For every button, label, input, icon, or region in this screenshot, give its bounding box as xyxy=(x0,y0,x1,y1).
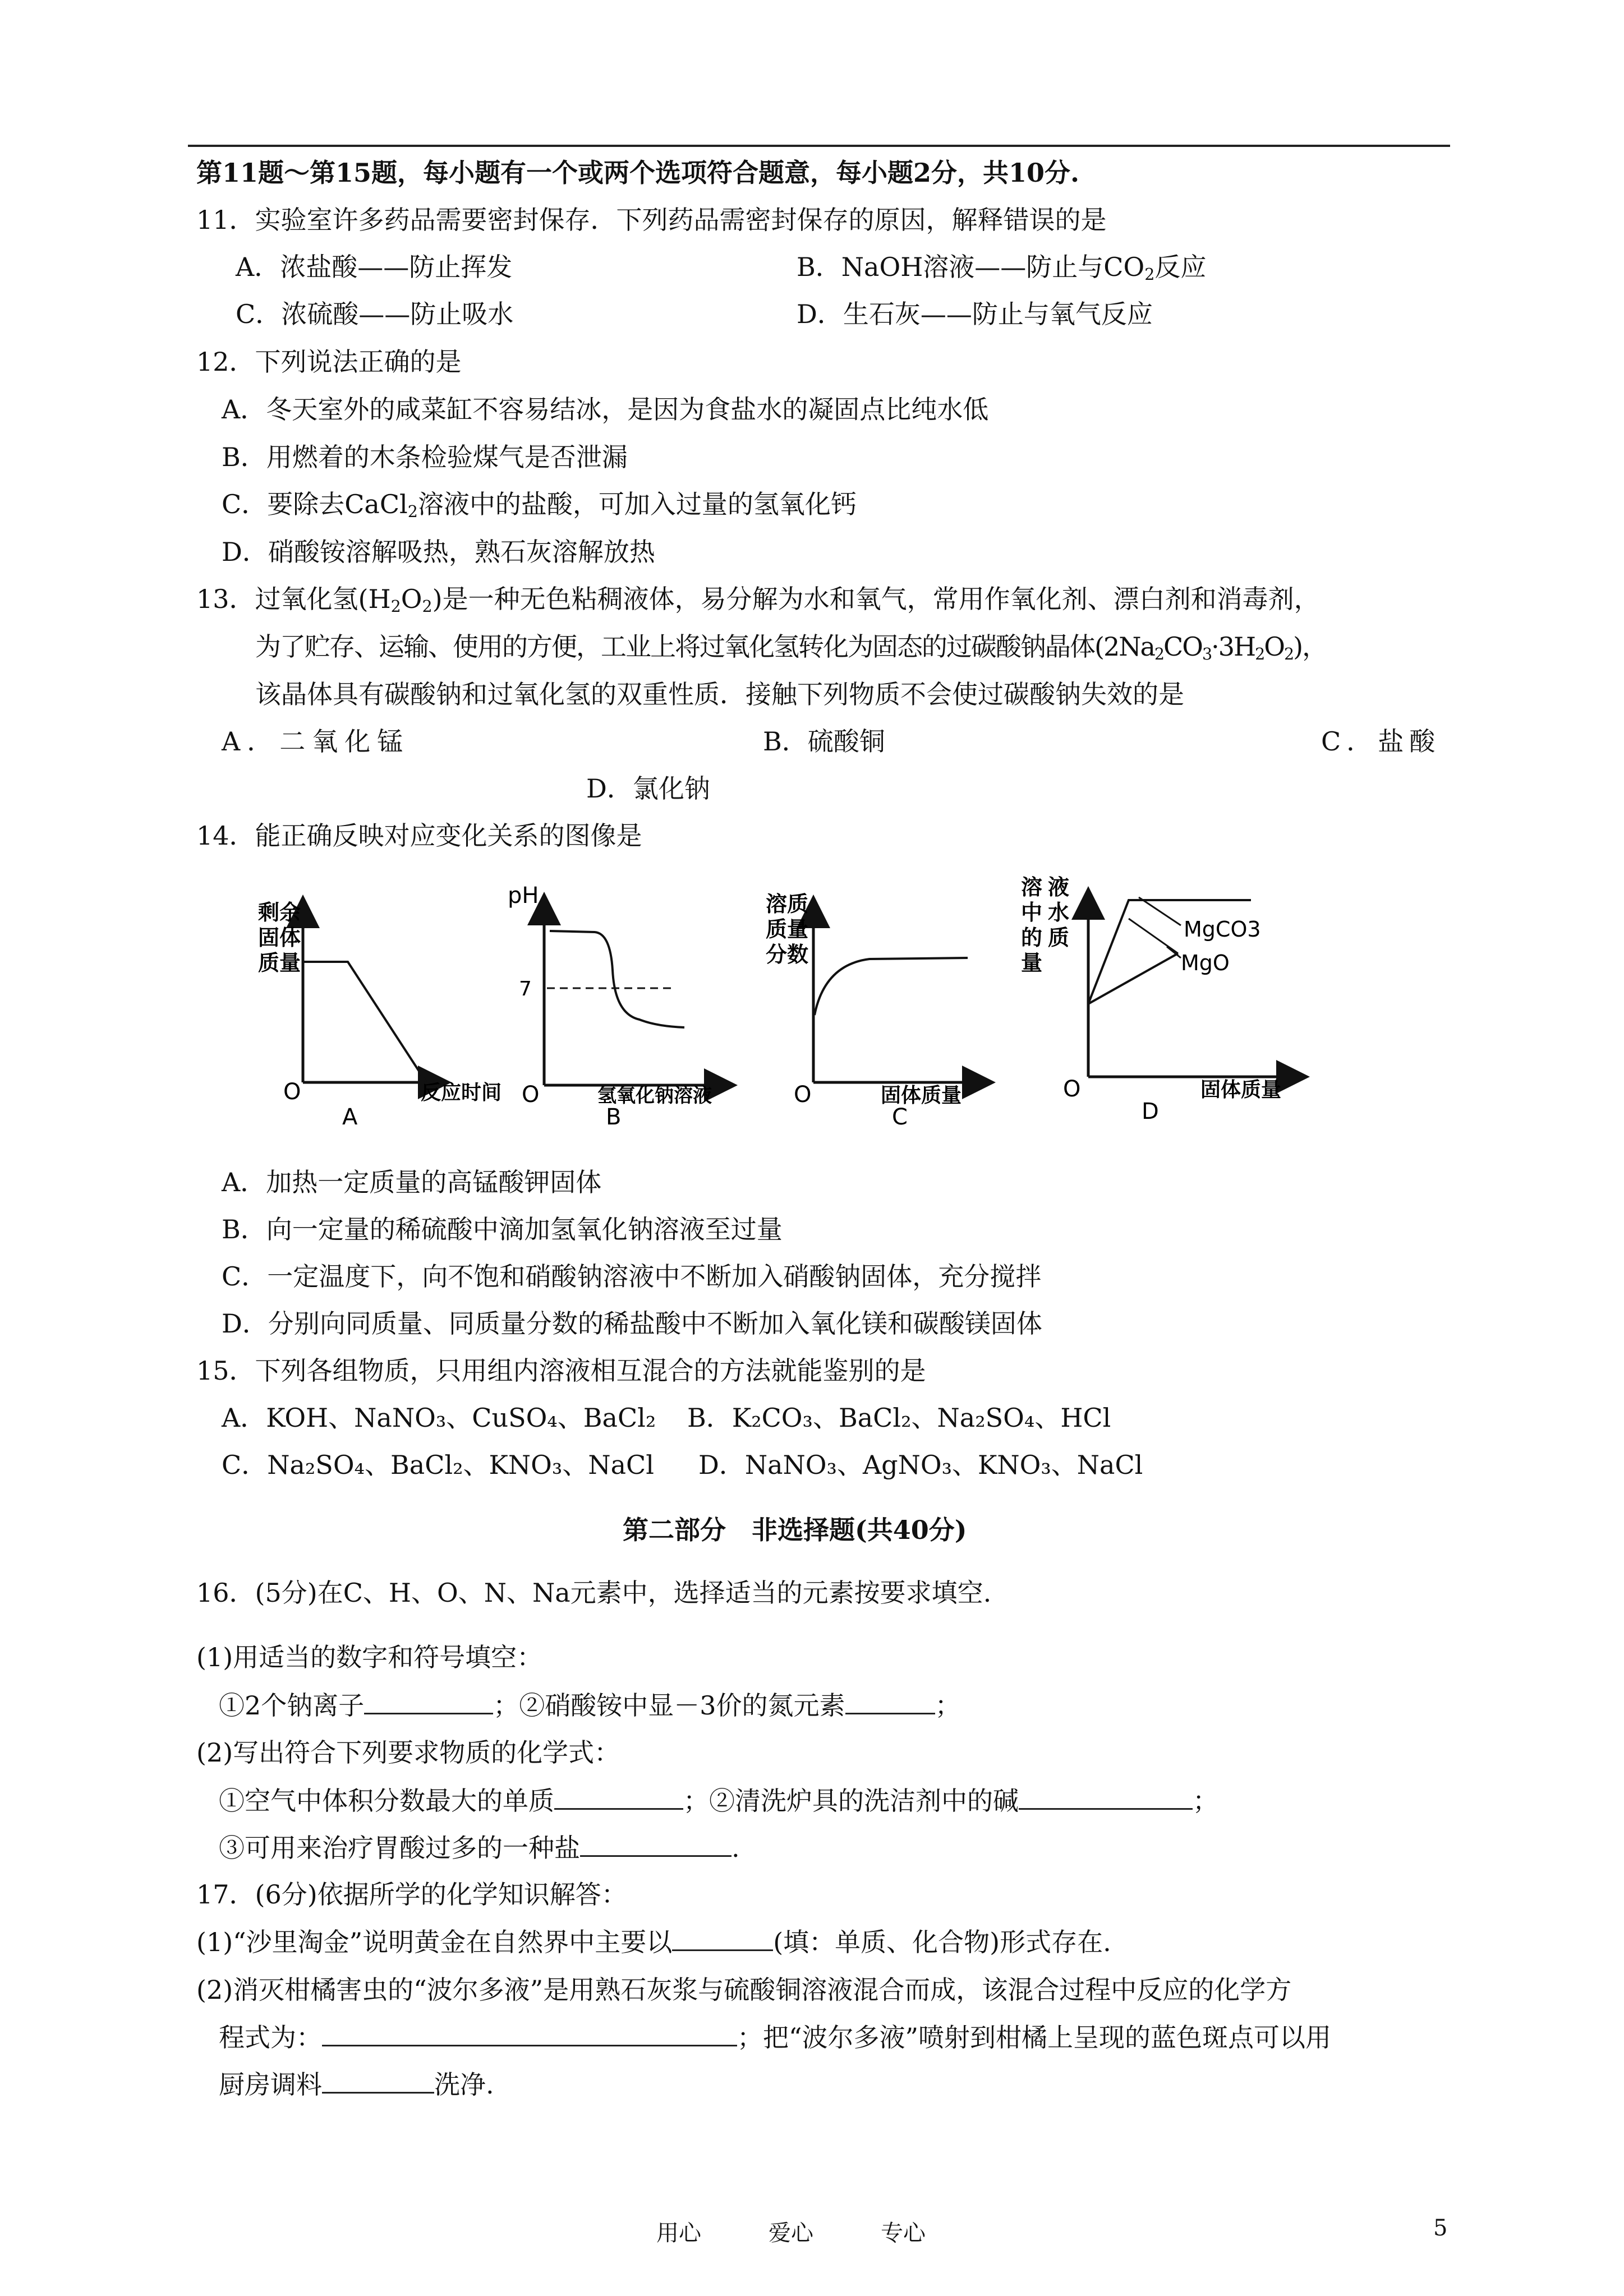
q17-blank-1[interactable] xyxy=(672,1925,773,1951)
q12-option-d: D．硝酸铵溶解吸热，熟石灰溶解放热 xyxy=(222,537,655,567)
q14-stem: 14．能正确反映对应变化关系的图像是 xyxy=(196,820,642,851)
q14-option-d: D．分别向同质量、同质量分数的稀盐酸中不断加入氧化镁和碳酸镁固体 xyxy=(222,1308,1042,1339)
q17-part2-line3: 厨房调料 洗净. xyxy=(219,2067,494,2101)
graph-d-ylabel-right-2: 水 xyxy=(1048,900,1070,925)
q11-option-a: A．浓盐酸——防止挥发 xyxy=(236,252,513,282)
q14-option-a: A．加热一定质量的高锰酸钾固体 xyxy=(222,1167,602,1197)
q12-option-c: C．要除去CaCl$_2$溶液中的盐酸，可加入过量的氢氧化钙 xyxy=(222,489,857,522)
q13-line3: 该晶体具有碳酸钠和过氧化氢的双重性质．接触下列物质不会使过碳酸钠失效的是 xyxy=(255,679,1184,709)
graph-c-ylabel-1: 溶质 xyxy=(766,892,809,916)
q15-option-b: B．K₂CO₃、BaCl₂、Na₂SO₄、HCl xyxy=(687,1403,1111,1433)
graph-c xyxy=(766,892,993,1130)
q17-part2: (2)消灭柑橘害虫的“波尔多液”是用熟石灰浆与硫酸铜溶液混合而成，该混合过程中反应的化学方 xyxy=(196,1975,1292,2005)
graph-d-ylabel-left-2: 中 xyxy=(1021,900,1043,925)
footer-mid: 爱心 xyxy=(769,2220,813,2246)
q13-option-c: C．盐酸 xyxy=(1321,726,1441,757)
graph-b-origin: O xyxy=(522,1082,540,1108)
graph-b-xlabel: 氢氧化钠溶液 xyxy=(597,1085,712,1107)
q16-blank-5[interactable] xyxy=(580,1831,732,1857)
q13-line1: 13．过氧化氢$(H_2O_2)$是一种无色粘稠液体，易分解为水和氧气，常用作氧化剂、漂白剂和消毒剂， xyxy=(196,584,1320,616)
q16-part1: (1)用适当的数字和符号填空： xyxy=(196,1642,543,1672)
q11-option-d: D．生石灰——防止与氧气反应 xyxy=(797,299,1153,329)
q13-option-b: B．硫酸铜 xyxy=(763,726,885,757)
q16-blank-2[interactable] xyxy=(845,1688,935,1714)
q14-option-c: C．一定温度下，向不饱和硝酸钠溶液中不断加入硝酸钠固体，充分搅拌 xyxy=(222,1261,1042,1292)
q16-blank-3[interactable] xyxy=(554,1783,683,1810)
graph-a-ylabel-1: 剩余 xyxy=(258,900,301,925)
graph-d-series-mgco3: MgCO3 xyxy=(1184,917,1261,942)
graph-d-ylabel-right-1: 液 xyxy=(1048,875,1070,900)
graph-c-letter: C xyxy=(892,1104,908,1130)
header-rule xyxy=(188,145,1450,147)
q15-option-c: C．Na₂SO₄、BaCl₂、KNO₃、NaCl xyxy=(222,1450,654,1480)
q13-option-a: A．二氧化锰 xyxy=(222,726,410,757)
graph-b-ytick: 7 xyxy=(519,978,532,1001)
q17-part1: (1)“沙里淘金”说明黄金在自然界中主要以 (填：单质、化合物)形式存在. xyxy=(196,1925,1111,1959)
q16-part1-items: ①2个钠离子 ；②硝酸铵中显－3价的氮元素 ； xyxy=(219,1688,961,1722)
graph-c-xlabel: 固体质量 xyxy=(881,1084,962,1107)
q15-stem: 15．下列各组物质，只用组内溶液相互混合的方法就能鉴别的是 xyxy=(196,1356,926,1386)
q16-part2-items: ①空气中体积分数最大的单质 ；②清洗炉具的洗洁剂中的碱 ； xyxy=(219,1783,1218,1818)
q12-stem: 12．下列说法正确的是 xyxy=(196,347,462,377)
graph-a xyxy=(258,897,502,1130)
section-header: 第11题～第15题，每小题有一个或两个选项符合题意，每小题2分，共10分. xyxy=(196,158,1080,188)
q14-graphs xyxy=(247,864,1324,1144)
graph-c-ylabel-3: 分数 xyxy=(766,942,809,967)
q12-option-a: A．冬天室外的咸菜缸不容易结冰，是因为食盐水的凝固点比纯水低 xyxy=(222,394,989,425)
q13-option-d: D．氯化钠 xyxy=(586,773,710,804)
graph-d-ylabel-left-4: 量 xyxy=(1021,951,1043,975)
q17-blank-2[interactable] xyxy=(322,2020,737,2046)
graph-a-xlabel: 反应时间 xyxy=(421,1081,502,1104)
page-number: 5 xyxy=(1433,2215,1448,2241)
graph-d-ylabel-left-1: 溶 xyxy=(1021,875,1043,900)
q11-stem: 11．实验室许多药品需要密封保存．下列药品需密封保存的原因，解释错误的是 xyxy=(196,205,1107,235)
q16-part2-item3: ③可用来治疗胃酸过多的一种盐 . xyxy=(219,1831,740,1865)
q15-option-a: A．KOH、NaNO₃、CuSO₄、BaCl₂ xyxy=(222,1403,656,1433)
graph-d-ylabel-right-3: 质 xyxy=(1048,925,1070,950)
q13-line2: 为了贮存、运输、使用的方便，工业上将过氧化氢转化为固态的过碳酸钠晶体$(2Na_2CO_3\cdot 3H_2O_2)$， xyxy=(255,631,1327,664)
graph-c-ylabel-2: 质量 xyxy=(766,917,809,942)
q16-blank-4[interactable] xyxy=(1019,1783,1193,1810)
graph-d-origin: O xyxy=(1063,1076,1081,1102)
q11-option-c: C．浓硫酸——防止吸水 xyxy=(236,299,514,329)
graph-d-xlabel: 固体质量 xyxy=(1200,1078,1282,1101)
graph-b-ylabel: pH xyxy=(508,883,539,909)
q14-option-b: B．向一定量的稀硫酸中滴加氢氧化钠溶液至过量 xyxy=(222,1214,783,1244)
graph-b xyxy=(508,883,735,1130)
graph-a-ylabel-2: 固体 xyxy=(258,925,301,950)
graph-d xyxy=(1021,875,1307,1124)
q16-blank-1[interactable] xyxy=(364,1688,493,1714)
footer-left: 用心 xyxy=(656,2220,701,2246)
q16-stem: 16．(5分)在C、H、O、N、Na元素中，选择适当的元素按要求填空. xyxy=(196,1578,992,1608)
q17-stem: 17．(6分)依据所学的化学知识解答： xyxy=(196,1879,627,1910)
q17-part2-line2: 程式为： ；把“波尔多液”喷射到柑橘上呈现的蓝色斑点可以用 xyxy=(219,2020,1331,2054)
graph-a-origin: O xyxy=(283,1079,301,1105)
q12-option-b: B．用燃着的木条检验煤气是否泄漏 xyxy=(222,442,628,472)
q15-option-d: D．NaNO₃、AgNO₃、KNO₃、NaCl xyxy=(698,1450,1143,1480)
q17-blank-3[interactable] xyxy=(322,2067,434,2094)
graph-a-letter: A xyxy=(342,1104,358,1130)
footer-right: 专心 xyxy=(881,2220,926,2246)
graph-a-ylabel-3: 质量 xyxy=(258,951,301,975)
q16-part2: (2)写出符合下列要求物质的化学式： xyxy=(196,1737,620,1768)
part2-title: 第二部分 非选择题(共40分) xyxy=(623,1515,967,1545)
graph-d-letter: D xyxy=(1142,1099,1159,1124)
q11-option-b: B．NaOH溶液——防止与$CO_2$反应 xyxy=(797,252,1207,284)
graph-c-origin: O xyxy=(794,1082,812,1108)
graph-b-letter: B xyxy=(606,1104,622,1130)
graph-d-ylabel-left-3: 的 xyxy=(1021,925,1043,950)
graph-d-series-mgo: MgO xyxy=(1181,951,1230,975)
